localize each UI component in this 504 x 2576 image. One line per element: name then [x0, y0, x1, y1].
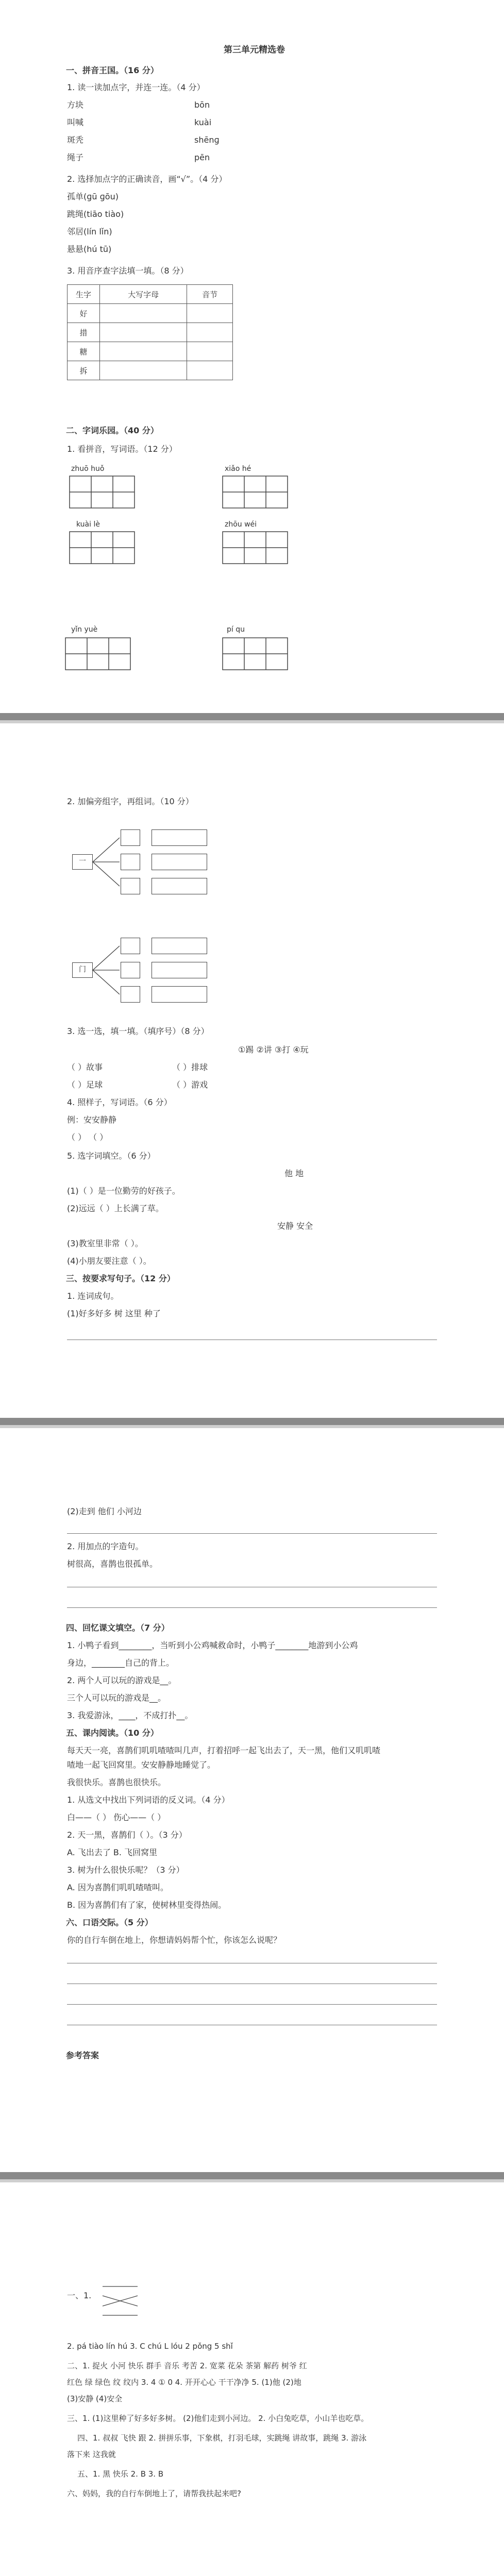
- fill-blank: （ ）故事: [67, 1062, 103, 1072]
- fill-blank: 身边，________自己的背上。: [67, 1658, 175, 1668]
- pinyin-right: shēnɡ: [194, 135, 220, 145]
- pinyin-label: kuài lè: [76, 520, 100, 529]
- pinyin-right: pēn: [194, 152, 210, 162]
- choice-option: A. 因为喜鹊们叽叽喳喳叫。: [67, 1883, 169, 1892]
- question-text: 1. 连词成句。: [67, 1291, 119, 1301]
- pinyin-label: yǐn yuè: [71, 625, 98, 634]
- answer-text: 五、1. 黑 快乐 2. B 3. B: [77, 2469, 164, 2479]
- answer-box[interactable]: [152, 938, 207, 954]
- word-choices: 安静 安全: [277, 1221, 313, 1231]
- answer-text: 落下来 这我就: [67, 2450, 116, 2459]
- fill-blank: 白——（ ） 伤心——（ ）: [67, 1812, 166, 1822]
- table-header: 大写字母: [100, 285, 187, 304]
- answer-box[interactable]: [121, 878, 140, 894]
- page-separator-shadow: [0, 1425, 504, 1428]
- question-text: 1. 读一读加点字，并连一连。（4 分）: [67, 82, 205, 92]
- reading-paragraph: 喳地一起飞回窝里。安安静静地睡觉了。: [67, 1760, 216, 1770]
- answer-line[interactable]: [67, 1607, 437, 1608]
- section-heading: 一、拼音王国。（16 分）: [66, 65, 159, 75]
- table-cell: 糖: [68, 342, 100, 361]
- page-separator: [0, 1418, 504, 1425]
- question-text: (1)好多好多 树 这里 种了: [67, 1309, 161, 1318]
- answer-text: 三、1. (1)这里种了好多好多树。 (2)他们走到小河边。 2. 小白兔吃草，小山羊也吃草。: [67, 2414, 369, 2423]
- answer-box[interactable]: [121, 962, 140, 978]
- answer-text: 二、1. 捉火 小河 快乐 群手 音乐 考苦 2. 宽菜 花朵 茶第 解药 树爷 红: [67, 2361, 307, 2370]
- answer-text: (3)安静 (4)安全: [67, 2394, 123, 2403]
- question-text: 2. 选择加点字的正确读音，画“√”。（4 分）: [67, 174, 227, 184]
- answer-box[interactable]: [121, 938, 140, 954]
- choice-option: B. 因为喜鹊们有了家，使树林里变得热闹。: [67, 1900, 227, 1910]
- section-heading: 六、口语交际。（5 分）: [66, 1918, 153, 1927]
- radical-connector-lines: [0, 824, 504, 1010]
- question-text: 4. 照样子，写词语。（6 分）: [67, 1097, 172, 1107]
- answer-box[interactable]: [152, 986, 207, 1003]
- table-cell: 好: [68, 304, 100, 323]
- radical-box: 一: [72, 854, 93, 870]
- question-text: 3. 用音序查字法填一填。（8 分）: [67, 266, 189, 276]
- table-cell: 措: [68, 323, 100, 342]
- pinyin-right: bōn: [194, 100, 210, 110]
- matching-lines: [100, 2282, 142, 2318]
- fill-blank: （ ）游戏: [172, 1080, 208, 1090]
- fill-blank: 2. 两个人可以玩的游戏是__。: [67, 1675, 177, 1685]
- question-text: 2. 用加点的字造句。: [67, 1541, 144, 1551]
- table-header: 音节: [187, 285, 233, 304]
- reading-paragraph: 我很快乐。喜鹊也很快乐。: [67, 1777, 166, 1787]
- section-heading: 二、字词乐园。（40 分）: [66, 426, 159, 435]
- question-text: 你的自行车倒在地上，你想请妈妈帮个忙，你该怎么说呢？: [67, 1935, 282, 1945]
- section-heading: 四、回忆课文填空。（7 分）: [66, 1623, 170, 1633]
- question-text: 5. 选字词填空。（6 分）: [67, 1151, 156, 1161]
- pinyin-label: zhōu wéi: [225, 520, 257, 529]
- section-heading: 五、课内阅读。（10 分）: [66, 1728, 159, 1738]
- answer-text: 红色 绿 绿色 纹 纹内 3. 4 ① 0 4. 开开心心 干干净净 5. (1)他 (2)地: [67, 2378, 301, 2387]
- word-left: 叫喊: [67, 117, 84, 127]
- section-heading: 三、按要求写句子。（12 分）: [66, 1274, 175, 1283]
- page-separator: [0, 713, 504, 720]
- pinyin-label: xiǎo hé: [225, 465, 251, 473]
- answer-key-heading: 参考答案: [66, 2050, 99, 2060]
- question-text: 1. 看拼音，写词语。（12 分）: [67, 444, 177, 454]
- answer-box[interactable]: [152, 829, 207, 846]
- word-choices: 他 地: [284, 1168, 304, 1178]
- reading-option: 邻居(lín lǐn): [67, 227, 112, 236]
- page-separator: [0, 2172, 504, 2179]
- answer-box[interactable]: [121, 854, 140, 870]
- fill-blank: (2)远远（ ）上长满了草。: [67, 1204, 164, 1213]
- question-text: 1. 从选文中找出下列词语的反义词。（4 分）: [67, 1795, 230, 1805]
- page-separator-shadow: [0, 720, 504, 723]
- fill-blank: （ ）排球: [172, 1062, 208, 1072]
- pinyin-label: zhuō huǒ: [71, 465, 105, 473]
- writing-grids: [0, 0, 504, 685]
- answer-text: 2. pá tiào lín hú 3. C chú L lóu 2 pǒng 5 shǐ: [67, 2342, 233, 2351]
- fill-blank: (4)小朋友要注意（ ）。: [67, 1256, 152, 1266]
- radical-box: 门: [72, 962, 93, 978]
- answer-text: 六、妈妈，我的自行车倒地上了，请帮我扶起来吧?: [67, 2489, 241, 2498]
- page-separator-shadow: [0, 2179, 504, 2182]
- reading-option: 跳绳(tiāo tiào): [67, 209, 124, 219]
- fill-blank: 3. 我爱游泳，____，不成打扑__。: [67, 1710, 193, 1720]
- question-text: 2. 加偏旁组字，再组词。（10 分）: [67, 796, 194, 806]
- choice-option: A. 飞出去了 B. 飞回窝里: [67, 1848, 158, 1857]
- answer-text: 四、1. 叔叔 飞快 跟 2. 拼拼乐事，下象棋，打羽毛球，实跳绳 讲故事，跳绳 3. 游泳: [77, 2433, 367, 2443]
- question-text: 3. 选一选，填一填。（填序号）（8 分）: [67, 1026, 209, 1036]
- question-text: (2)走到 他们 小河边: [67, 1506, 142, 1516]
- fill-blank: （ ） （ ）: [67, 1132, 108, 1142]
- answer-box[interactable]: [152, 878, 207, 894]
- option-list: ①踢 ②讲 ③打 ④玩: [238, 1045, 309, 1055]
- fill-blank: (3)教室里非常（ ）。: [67, 1239, 143, 1248]
- question-text: 2. 天一黑，喜鹊们（ ）。（3 分）: [67, 1830, 187, 1840]
- example-text: 例：安安静静: [67, 1115, 117, 1125]
- answer-box[interactable]: [152, 854, 207, 870]
- table-cell: 拆: [68, 361, 100, 380]
- word-left: 斑秃: [67, 135, 84, 145]
- example-sentence: 树很高，喜鹊也很孤单。: [67, 1559, 158, 1569]
- fill-blank: 三个人可以玩的游戏是__。: [67, 1693, 166, 1703]
- reading-paragraph: 每天天一亮，喜鹊们叽叽喳喳叫几声，打着招呼一起飞出去了，天一黑，他们又叽叽喳: [67, 1745, 381, 1755]
- fill-blank: 1. 小鸭子看到________，当听到小公鸡喊救命时，小鸭子________地游到小公鸡: [67, 1640, 358, 1650]
- word-left: 方块: [67, 100, 84, 110]
- answer-line[interactable]: [67, 1533, 437, 1534]
- page-title: 第三单元精选卷: [224, 45, 285, 55]
- fill-blank: (1)（ ）是一位勤劳的好孩子。: [67, 1186, 180, 1196]
- pinyin-right: kuài: [194, 117, 212, 127]
- pinyin-label: pí qu: [227, 625, 245, 634]
- answer-box[interactable]: [121, 829, 140, 846]
- answer-line[interactable]: [67, 2004, 437, 2005]
- reading-option: 孤单(ɡū ɡōu): [67, 192, 119, 201]
- answer-text: 一、1.: [67, 2291, 92, 2300]
- answer-box[interactable]: [121, 986, 140, 1003]
- reading-option: 悬悬(hú tū): [67, 244, 112, 254]
- answer-box[interactable]: [152, 962, 207, 978]
- fill-blank: （ ）足球: [67, 1080, 103, 1090]
- question-text: 3. 树为什么很快乐呢？（3 分）: [67, 1865, 184, 1875]
- word-left: 绳子: [67, 152, 84, 162]
- table-header: 生字: [68, 285, 100, 304]
